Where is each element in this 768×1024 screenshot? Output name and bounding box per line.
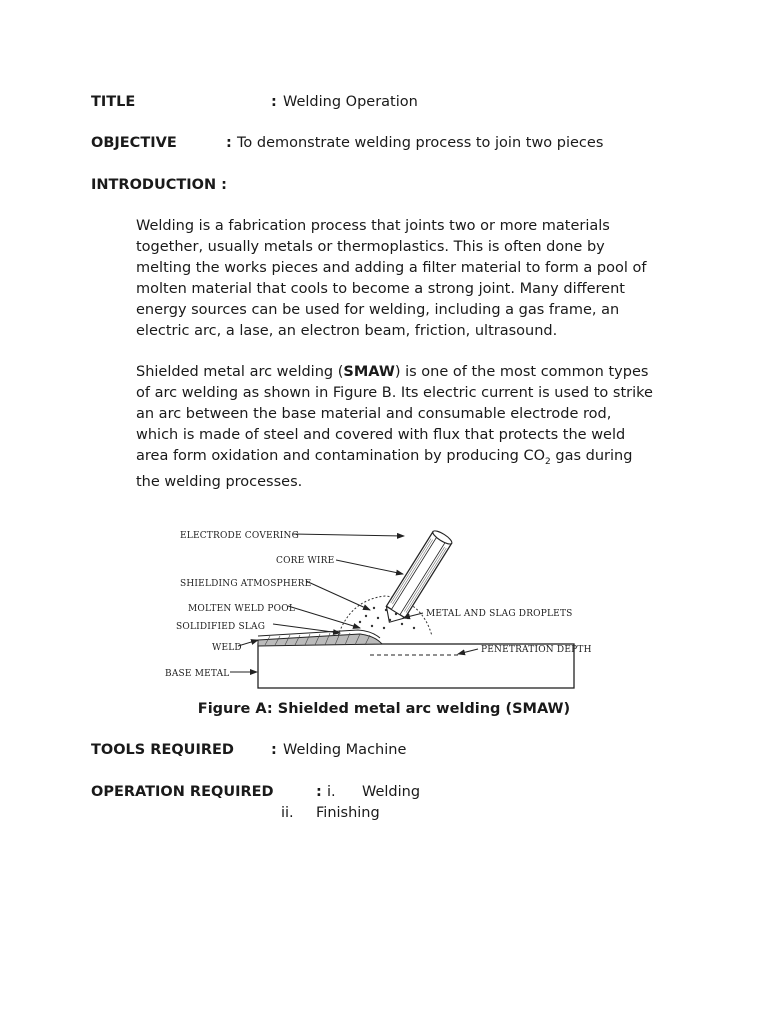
- smaw-acronym: SMAW: [343, 364, 395, 380]
- title-label: TITLE: [91, 94, 136, 110]
- intro-paragraph-1: [136, 216, 696, 341]
- label-penetration-depth: PENETRATION DEPTH: [481, 645, 592, 655]
- tools-value: Welding Machine: [283, 742, 407, 758]
- label-molten-weld-pool: MOLTEN WELD POOL: [188, 604, 296, 614]
- objective-colon: :: [226, 135, 232, 151]
- operation-label: OPERATION REQUIRED: [91, 784, 274, 800]
- paragraph-text: area form oxidation and contamination by producing CO: [136, 447, 546, 464]
- weld-bead: [258, 634, 382, 646]
- paragraph-line: an arc between the base material and consumable electrode rod,: [136, 405, 612, 422]
- paragraph-line: electric arc, a lase, an electron beam, friction, ultrasound.: [136, 322, 558, 339]
- label-weld: WELD: [212, 643, 242, 653]
- label-electrode-covering: ELECTRODE COVERING: [180, 531, 299, 541]
- operation-numeral-1: i.: [327, 784, 336, 800]
- figure-caption: Figure A: Shielded metal arc welding (SMAW): [197, 701, 571, 717]
- title-value: Welding Operation: [283, 94, 418, 110]
- paragraph-line: melting the works pieces and adding a filter material to form a pool of: [136, 259, 647, 276]
- label-metal-slag-droplets: METAL AND SLAG DROPLETS: [426, 609, 573, 619]
- paragraph-line: of arc welding as shown in Figure B. Its electric current is used to strike: [136, 384, 653, 401]
- title-colon: :: [271, 94, 277, 110]
- paragraph-text: ) is one of the most common types: [394, 364, 649, 380]
- paragraph-text: Shielded metal arc welding (: [136, 364, 344, 380]
- operation-numeral-2: ii.: [281, 805, 294, 821]
- label-solidified-slag: SOLIDIFIED SLAG: [176, 622, 266, 632]
- label-shielding-atmosphere: SHIELDING ATMOSPHERE: [180, 579, 312, 589]
- paragraph-line: [136, 446, 696, 473]
- introduction-heading: INTRODUCTION :: [91, 177, 227, 193]
- objective-value: To demonstrate welding process to join two pieces: [237, 135, 604, 151]
- operation-item-1: Welding: [362, 784, 421, 800]
- paragraph-line: which is made of steel and covered with flux that protects the weld: [136, 426, 626, 443]
- operation-item-2: Finishing: [316, 805, 380, 821]
- paragraph-text: gas during: [550, 447, 633, 464]
- smaw-figure: [160, 518, 600, 696]
- core-wire: [391, 535, 446, 615]
- objective-label: OBJECTIVE: [91, 135, 177, 151]
- tools-label: TOOLS REQUIRED: [91, 742, 234, 758]
- label-core-wire: CORE WIRE: [276, 556, 335, 566]
- paragraph-line: Welding is a fabrication process that joints two or more materials: [136, 218, 610, 234]
- label-base-metal: BASE METAL: [165, 669, 230, 679]
- paragraph-line: the welding processes.: [136, 474, 303, 491]
- intro-paragraph-2: [136, 362, 696, 493]
- paragraph-line: together, usually metals or thermoplastics. This is often done by: [136, 238, 605, 255]
- co2-subscript: 2: [545, 456, 551, 467]
- tools-colon: :: [271, 742, 277, 758]
- paragraph-line: [136, 362, 696, 383]
- operation-colon: :: [316, 784, 322, 800]
- paragraph-line: molten material that cools to become a strong joint. Many different: [136, 280, 625, 297]
- smaw-diagram: [160, 518, 600, 696]
- paragraph-line: energy sources can be used for welding, including a gas frame, an: [136, 301, 620, 318]
